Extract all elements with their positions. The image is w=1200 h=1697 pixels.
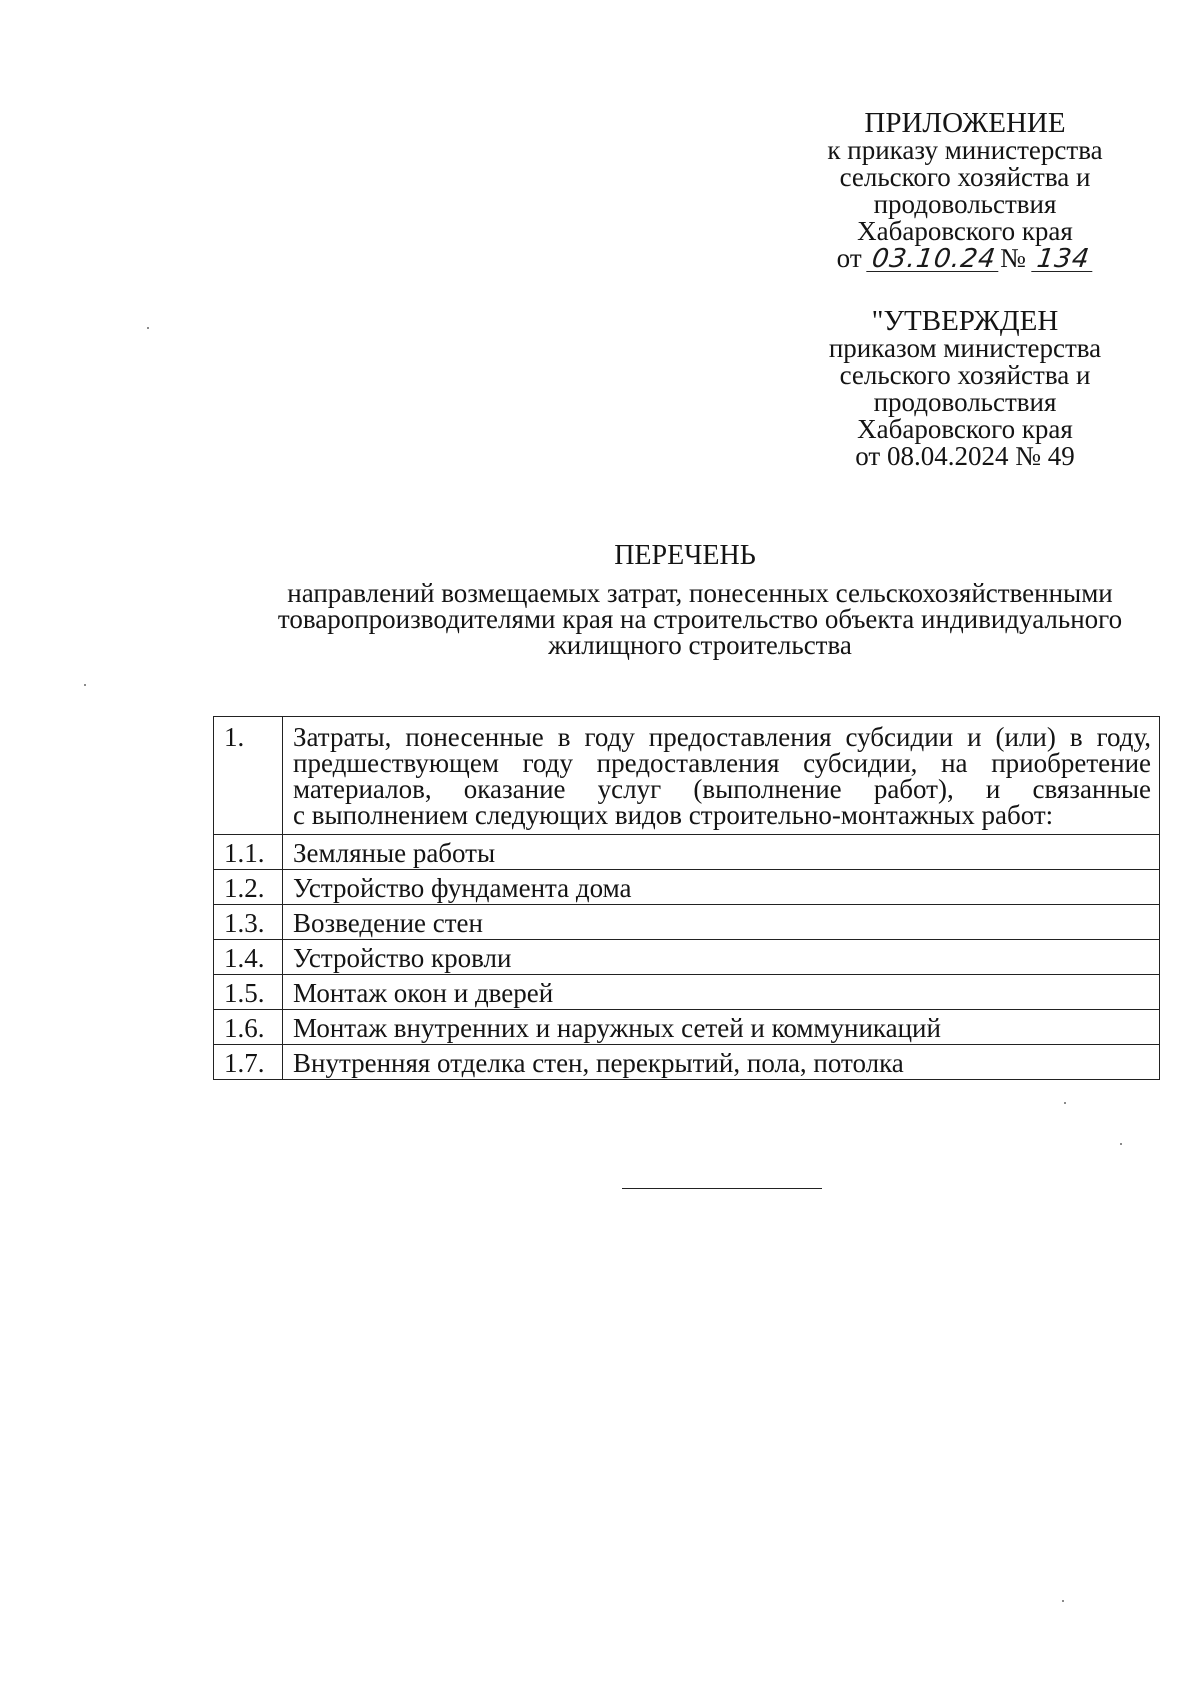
subtitle-line: товаропроизводителями края на строительство объекта индивидуального — [277, 604, 1123, 634]
row-text: Монтаж внутренних и наружных сетей и коммуникаций — [283, 1010, 1160, 1045]
table-row — [214, 975, 1160, 1010]
appendix-line: сельского хозяйства и — [839, 162, 1091, 192]
end-divider-line — [622, 1188, 822, 1189]
document-title: ПЕРЕЧЕНЬ — [614, 540, 756, 571]
approved-line: от 08.04.2024 № 49 — [855, 441, 1075, 471]
row-number: 1.1. — [214, 835, 283, 870]
scan-speck — [1062, 1600, 1064, 1602]
approved-heading: "УТВЕРЖДЕН — [871, 305, 1059, 337]
handwritten-number: 134 — [1031, 247, 1095, 272]
approved-header — [770, 305, 1160, 471]
appendix-header — [770, 107, 1160, 274]
row-text: Устройство фундамента дома — [283, 870, 1160, 905]
row-number: 1.5. — [214, 975, 283, 1010]
appendix-line: продовольствия — [873, 189, 1057, 219]
approved-line: Хабаровского края — [857, 414, 1073, 444]
row-text: Внутренняя отделка стен, перекрытий, пола, потолка — [283, 1045, 1160, 1080]
date-prefix: от — [836, 243, 862, 273]
row-text-line: Затраты, понесенные в году предоставления субсидии и (или) в году, — [293, 722, 1151, 752]
row-number: 1. — [214, 717, 283, 835]
row-number: 1.7. — [214, 1045, 283, 1080]
row-text: Монтаж окон и дверей — [283, 975, 1160, 1010]
table-row — [214, 835, 1160, 870]
approved-line: приказом министерства — [828, 333, 1102, 363]
row-text-line: материалов, оказание услуг (выполнение работ), и связанные — [293, 774, 1151, 804]
scan-speck — [147, 327, 149, 329]
approved-line: сельского хозяйства и — [839, 360, 1091, 390]
scan-speck — [1064, 1102, 1066, 1104]
appendix-date-line — [770, 245, 1160, 272]
appendix-line: Хабаровского края — [857, 216, 1073, 246]
row-number: 1.2. — [214, 870, 283, 905]
row-text: Земляные работы — [283, 835, 1160, 870]
approved-line: продовольствия — [873, 387, 1057, 417]
row-text — [283, 717, 1160, 835]
table-row — [214, 717, 1160, 835]
scan-speck — [84, 684, 86, 686]
row-number: 1.3. — [214, 905, 283, 940]
appendix-line: к приказу министерства — [827, 135, 1103, 165]
table-row — [214, 905, 1160, 940]
row-text-line: с выполнением следующих видов строительно-монтажных работ: — [293, 800, 1054, 830]
appendix-heading: ПРИЛОЖЕНИЕ — [864, 107, 1066, 139]
expense-list-table — [213, 716, 1160, 1080]
row-text-line: предшествующем году предоставления субсидии, на приобретение — [293, 748, 1151, 778]
subtitle-line: направлений возмещаемых затрат, понесенных сельскохозяйственными — [287, 578, 1113, 608]
number-prefix: № — [1000, 243, 1026, 273]
table-row — [214, 940, 1160, 975]
table-row — [214, 1045, 1160, 1080]
handwritten-date: 03.10.24 — [867, 247, 1002, 272]
table-row — [214, 870, 1160, 905]
row-number: 1.6. — [214, 1010, 283, 1045]
table-row — [214, 1010, 1160, 1045]
row-number: 1.4. — [214, 940, 283, 975]
row-text: Возведение стен — [283, 905, 1160, 940]
document-subtitle — [200, 580, 1200, 658]
scan-speck — [1120, 1143, 1122, 1145]
row-text: Устройство кровли — [283, 940, 1160, 975]
subtitle-line: жилищного строительства — [548, 630, 852, 660]
